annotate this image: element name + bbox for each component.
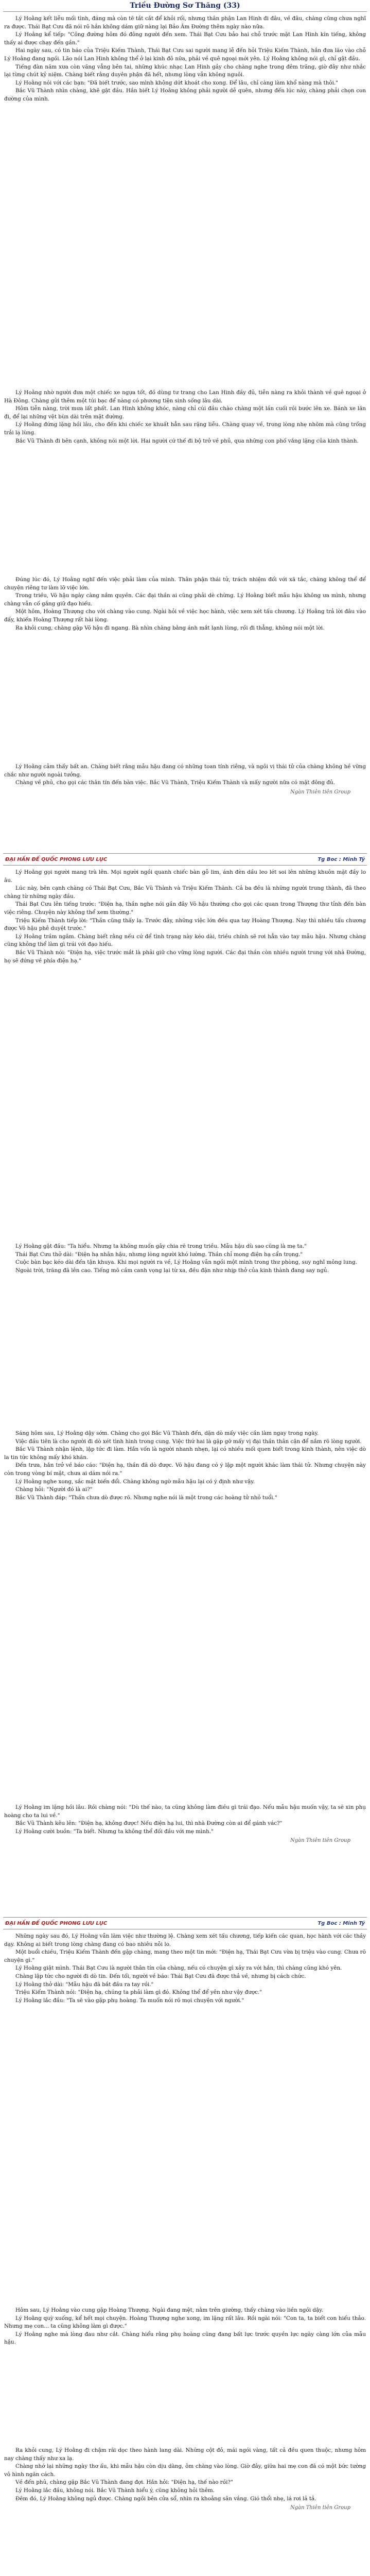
document-title: Triều Đường Sơ Thăng (33)	[3, 0, 367, 12]
paragraph: Cuộc bàn bạc kéo dài đến tận khuya. Khi mọi người ra về, Lý Hoằng vẫn ngồi một mình trong thư phòng, suy nghĩ mông lung.	[15, 1259, 357, 1266]
paragraph: Sáng hôm sau, Lý Hoằng dậy sớm. Chàng cho gọi Bắc Vũ Thành đến, dặn dò mấy việc cần làm ngay trong ngày.	[15, 1430, 319, 1436]
paragraph: Hai ngày sau, có tin báo của Triệu Kiếm Thành, Thái Bạt Cưu sai người mang lễ đến hỏi Triệu Kiếm Thành, hắn đưa lão vào chỗ Lý Hoằng đang ngồi. Lão nói Lan Hinh không thể ở lại kinh đô nữa, phải về quê ngoại mới yên. Lý Hoằng không nói gì, chỉ gật đầu.	[4, 47, 366, 62]
paragraph: Lý Hoằng kết liễu mối tình, đáng mà còn tẽ tắt cắt để khỏi rối, nhưng thân phận Lan Hinh đi đâu, về đâu, chàng cũng chưa nghĩ ra được. Thái Bạt Cưu đã nói rõ hắn không dám giữ nàng lại Bảo Âm Đường thêm ngày nào nữa.	[4, 15, 366, 30]
paragraph: Bắc Vũ Thành nhận lệnh, lập tức đi làm. Hắn vốn là người nhanh nhẹn, lại có nhiều mối quen biết trong kinh thành, nên việc dò la tin tức không mấy khó khăn.	[4, 1446, 366, 1461]
running-header-title: ĐẠI HẦN ĐẾ QUỐC PHONG LƯU LỤC	[5, 1920, 108, 1926]
text-section	[3, 2303, 367, 2444]
paragraph: Chàng nhớ lại những ngày thơ ấu, khi mẫu hậu còn dịu dàng, ôm chàng vào lòng. Giờ đây, giữa hai mẹ con đã có một bức tường vô hình ngăn cách.	[4, 2463, 366, 2478]
paragraph: Những ngày sau đó, Lý Hoằng vẫn làm việc như thường lệ. Chàng xem xét tấu chương, tiếp kiến các quan, học hành với các thầy dạy. Không ai biết trong lòng chàng đang có bao nhiêu nỗi lo.	[4, 1933, 366, 1947]
text-section	[3, 2444, 367, 2576]
paragraph: Về đến phủ, chàng gặp Bắc Vũ Thành đang đợi. Hắn hỏi: "Điện hạ, thế nào rồi?"	[15, 2479, 233, 2486]
running-header	[3, 853, 367, 866]
paragraph: Trong triều, Võ hậu ngày càng nắm quyền. Các đại thần ai cũng phải dè chừng. Lý Hoằng biết mẫu hậu không ưa mình, nhưng chàng vẫn cố gắng giữ đạo hiếu.	[4, 592, 366, 607]
text-section	[3, 1929, 367, 2303]
paragraph: Lúc này, bên cạnh chàng có Thái Bạt Cưu, Bắc Vũ Thành và Triệu Kiếm Thành. Cả ba đều là những người trung thành, đã theo chàng từ những ngày đầu.	[4, 885, 366, 900]
running-header-author: Tg Boc : Minh Tý	[318, 1920, 365, 1926]
text-section	[3, 573, 367, 760]
paragraph: Ra khỏi cung, Lý Hoằng đi chậm rãi dọc theo hành lang dài. Những cột đỏ, mái ngói vàng, tất cả đều quen thuộc, nhưng hôm nay chàng thấy như xa lạ.	[4, 2447, 366, 2462]
paragraph: Một buổi chiều, Triệu Kiếm Thành đến gặp chàng, mang theo một tin mới: "Điện hạ, Thái Bạt Cưu vừa bị triệu vào cung. Chưa rõ chuyện gì."	[4, 1949, 366, 1963]
paragraph: Thái Bạt Cưu thở dài: "Điện hạ nhân hậu, nhưng lòng người khó lường. Thần chỉ mong điện hạ cẩn trọng."	[15, 1251, 303, 1258]
running-header	[3, 1917, 367, 1929]
paragraph: Bắc Vũ Thành nói: "Điện hạ, việc trước mắt là phải giữ cho vững lòng người. Các đại thần còn nhiều người trung với nhà Đường, họ sẽ đứng về phía điện hạ."	[4, 949, 366, 964]
paragraph: Lý Hoằng đứng lặng hồi lâu, cho đến khi chiếc xe khuất hẳn sau rặng liễu. Chàng quay về, trong lòng nhẹ nhõm mà cũng trống trải lạ lùng.	[4, 421, 366, 436]
paragraph: Chàng hỏi: "Người đó là ai?"	[15, 1486, 93, 1493]
document-body	[3, 12, 367, 2576]
paragraph: Bắc Vũ Thành kêu lên: "Điện hạ, không được! Nếu điện hạ lui, thì nhà Đường còn ai để gánh vác?"	[15, 1820, 283, 1827]
paragraph: Lý Hoằng im lặng hồi lâu. Rồi chàng nói: "Dù thế nào, ta cũng không làm điều gì trái đạo. Nếu mẫu hậu muốn vậy, ta sẽ xin phụ hoàng cho ta lui về."	[4, 1804, 366, 1819]
paragraph: Lý Hoằng nói với các bạn: "Đã biết trước, sao mình không dứt khoát cho xong. Để lâu, chỉ càng làm khổ nàng mà thôi."	[15, 79, 339, 86]
running-header-title: ĐẠI HẦN ĐẾ QUỐC PHONG LƯU LỤC	[5, 856, 108, 862]
paragraph: Bắc Vũ Thành nhìn chàng, khẽ gật đầu. Hắn biết Lý Hoằng không phải người dễ quên, nhưng đến lúc này, chàng phải chọn con đường của mình.	[4, 88, 366, 102]
paragraph: Lý Hoằng nhờ người đưa một chiếc xe ngựa tốt, đồ dùng tư trang cho Lan Hinh đầy đủ, tiễn nàng ra khỏi thành về quê ngoại ở Hà Đông. Chàng gửi thêm một túi bạc để nàng có phương tiện sinh sống lâu dài.	[4, 389, 366, 404]
paragraph: Đến trưa, hắn trở về báo cáo: "Điện hạ, thần đã dò được. Võ hậu đang có ý lập một người khác làm thái tử. Nhưng chuyện này còn trong vòng bí mật, chưa ai dám nói ra."	[4, 1462, 366, 1477]
text-section	[3, 866, 367, 1240]
text-section	[3, 1240, 367, 1427]
paragraph: Lý Hoằng nghe xong, sắc mặt biến đổi. Chàng không ngờ mẫu hậu lại có ý định như vậy.	[15, 1478, 255, 1485]
paragraph: Chàng lập tức cho người đi dò tin. Đến tối, người về báo: Thái Bạt Cưu đã được thả về, nhưng bị cách chức.	[15, 1973, 306, 1979]
paragraph: Lý Hoằng thở dài: "Mẫu hậu đã bắt đầu ra tay rồi."	[15, 1981, 154, 1988]
paragraph: Hôm sau, Lý Hoằng vào cung gặp Hoàng Thượng. Ngài đang mệt, nằm trên giường, thấy chàng vào liền ngồi dậy.	[15, 2307, 324, 2313]
paragraph: Lý Hoằng kể tiếp: "Công đường hôm đó đông người đến xem. Thái Bạt Cưu bảo hai chỗ trước mặt Lan Hinh kín tiếng, không thấy ai được chạy đến gần."	[4, 31, 366, 46]
paragraph: Thái Bạt Cưu lên tiếng trước: "Điện hạ, thần nghe nói gần đây Võ hậu thường cho gọi các quan trong Thượng thư tỉnh đến bàn việc riêng. Chuyện này không thể xem thường."	[4, 901, 366, 916]
paragraph: Lý Hoằng quỳ xuống, kể hết mọi chuyện. Hoàng Thượng nghe xong, im lặng rất lâu. Rồi ngài nói: "Con ta, ta biết con hiếu thảo. Nhưng mẹ con... ta cũng không làm gì được."	[4, 2315, 366, 2330]
paragraph: Triệu Kiếm Thành nói: "Điện hạ, chúng ta phải làm gì đó. Không thể để yên như vậy được."	[15, 1989, 262, 1996]
paragraph: Bắc Vũ Thành đáp: "Thần chưa dò được rõ. Nhưng nghe nói là một trong các hoàng tử nhỏ tuổi."	[15, 1494, 277, 1501]
paragraph: Lý Hoằng giật mình. Thái Bạt Cưu là người thân tín của chàng, nếu có chuyện gì xảy ra với hắn, thì chàng cũng khó yên.	[15, 1965, 342, 1972]
paragraph: Đêm đó, Lý Hoằng không ngủ được. Chàng ngồi bên cửa sổ, nhìn ra khoảng sân vắng. Gió thổi nhẹ, lá rơi lả tả.	[15, 2495, 316, 2502]
paragraph: Bắc Vũ Thành đi bên cạnh, không nói một lời. Hai người cứ thế đi bộ trở về phủ, qua những con phố vắng lặng của kinh thành.	[15, 437, 359, 444]
paragraph: Triệu Kiếm Thành tiếp lời: "Thần cũng thấy lạ. Trước đây, những việc lớn đều qua tay Hoàng Thượng. Nay thì nhiều tấu chương được Võ hậu phê duyệt trước."	[4, 917, 366, 932]
paragraph: Chàng về phủ, cho gọi các thân tín đến bàn việc. Bắc Vũ Thành, Triệu Kiếm Thành và mấy người nữa có mặt đông đủ.	[15, 779, 336, 786]
paragraph: Lý Hoằng gật đầu: "Ta hiểu. Nhưng ta không muốn gây chia rẽ trong triều. Mẫu hậu dù sao cũng là mẹ ta."	[15, 1243, 307, 1249]
paragraph: Hôm tiễn nàng, trời mưa lất phất. Lan Hinh không khóc, nàng chỉ cúi đầu chào chàng một lần cuối rồi bước lên xe. Bánh xe lăn đi, để lại những vệt bùn dài trên mặt đường.	[4, 405, 366, 420]
text-section	[3, 760, 367, 853]
paragraph: Đúng lúc đó, Lý Hoằng nghĩ đến việc phải làm của mình. Thân phận thái tử, trách nhiệm đối với xã tắc, chàng không thể để chuyện riêng tư làm lỡ việc lớn.	[4, 577, 366, 591]
paragraph: Ngoài trời, trăng đã lên cao. Tiếng mõ cầm canh vọng lại từ xa, đều đặn như nhịp thở của kinh thành đang say ngủ.	[15, 1267, 329, 1274]
source-credit: Ngàn Thiên tiên Group	[290, 1838, 350, 1844]
paragraph: Tiếng đàn năm xưa còn văng vẳng bên tai, những khúc nhạc Lan Hinh gảy cho chàng nghe trong đêm trăng, giờ đây như nhắc lại từng chút kỷ niệm. Chàng biết rằng duyên phận đã hết, nhưng lòng vẫn không nguôi.	[4, 63, 366, 78]
paragraph: Một hôm, Hoàng Thượng cho vời chàng vào cung. Ngài hỏi về việc học hành, việc xem xét tấu chương. Lý Hoằng trả lời đâu vào đấy, khiến Hoàng Thượng rất hài lòng.	[4, 608, 366, 623]
text-section	[3, 386, 367, 573]
paragraph: Ra khỏi cung, chàng gặp Võ hậu đi ngang. Bà nhìn chàng bằng ánh mắt lạnh lùng, rồi đi thẳng, không nói một lời.	[15, 624, 325, 631]
paragraph: Lý Hoằng lắc đầu, không nói. Bắc Vũ Thành hiểu ý, cũng không hỏi thêm.	[15, 2487, 215, 2494]
paragraph: Lý Hoằng cười buồn: "Ta biết. Nhưng ta không thể đối đầu với mẹ mình."	[15, 1828, 214, 1835]
paragraph: Lý Hoằng trầm ngâm. Chàng biết rằng nếu cứ để tình trạng này kéo dài, triều chính sẽ rơi hẳn vào tay mẫu hậu. Nhưng chàng cũng không thể làm gì trái với đạo hiếu.	[4, 933, 366, 948]
paragraph: Lý Hoằng nghe mà lòng đau như cắt. Chàng hiểu rằng phụ hoàng cũng đang bất lực trước quyền lực ngày càng lớn của mẫu hậu.	[4, 2331, 366, 2346]
paragraph: Lý Hoằng lắc đầu: "Ta sẽ vào gặp phụ hoàng. Ta muốn nói rõ mọi chuyện với người."	[15, 1997, 244, 2004]
text-section	[3, 1427, 367, 1801]
paragraph: Lý Hoằng gọi người mang trà lên. Mọi người ngồi quanh chiếc bàn gỗ lim, ánh đèn dầu leo lét soi lên những khuôn mặt đầy lo âu.	[4, 869, 366, 884]
text-section	[3, 1801, 367, 1917]
paragraph: Việc đầu tiên là cho người đi dò xét tình hình trong cung. Việc thứ hai là gặp gỡ mấy vị đại thần thân cận để nắm rõ lòng người.	[15, 1438, 362, 1445]
source-credit: Ngàn Thiên tiên Group	[290, 2505, 350, 2511]
paragraph: Lý Hoằng cảm thấy bất an. Chàng biết rằng mẫu hậu đang có những toan tính riêng, và ngôi vị thái tử của chàng không hề vững chắc như người ngoài tưởng.	[4, 764, 366, 778]
text-section	[3, 12, 367, 386]
running-header-author: Tg Boc : Minh Tý	[318, 856, 365, 862]
source-credit: Ngàn Thiên tiên Group	[290, 789, 350, 795]
